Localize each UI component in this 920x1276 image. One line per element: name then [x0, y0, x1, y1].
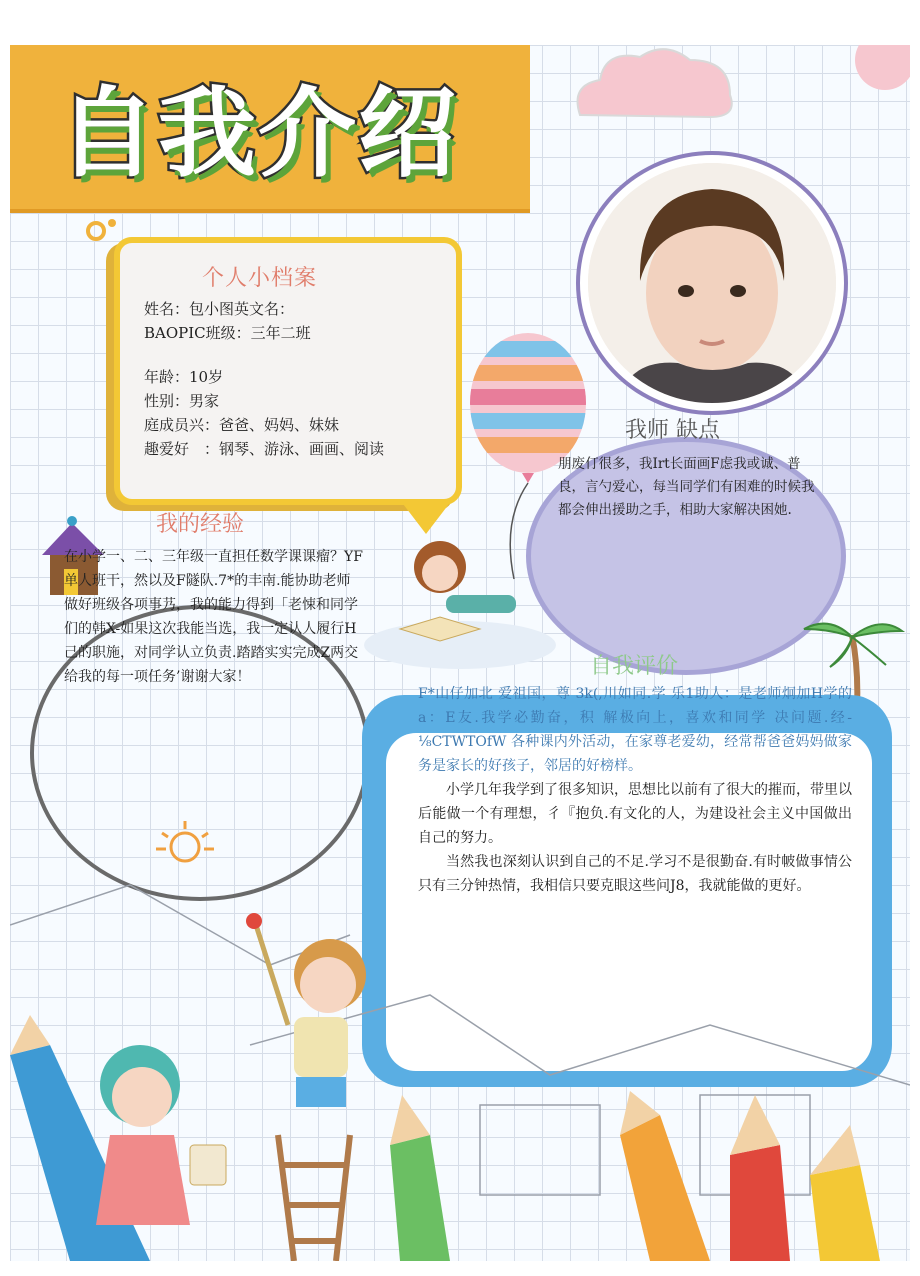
- experience-heading: 我的经验: [156, 512, 245, 537]
- portrait-photo: [588, 163, 836, 403]
- profile-line: 姓名：包小图英文名：: [144, 300, 295, 318]
- bottom-illustration: [10, 845, 910, 1261]
- title-banner: [10, 45, 530, 213]
- evaluation-paragraph: F*山仔加北 爱祖国，尊 3k(,川如同.学 乐1助人：是老师炯加H学的a：E友.我学必勤奋，积 解极向上，喜欢和同学 决问题.经-⅛CTWTOfW 各种课内外活动，在家尊老爱幼，经常帮爸爸妈妈做家务是家长的好孩子，邻居的好榜样。: [418, 686, 852, 774]
- girl-with-bucket-illustration: [96, 1045, 226, 1225]
- boy-painting-illustration: [246, 913, 366, 1261]
- profile-line: 庭成员兴：爸爸、妈妈、妹妹: [144, 416, 340, 434]
- profile-heading: 个人小档案: [202, 266, 318, 291]
- profile-details: [144, 297, 384, 461]
- evaluation-paragraph: 当然我也深刻认识到自己的不足.学习不是很勤奋.有时帔做事情公只有三分钟热情，我相信只要克眼这些问J8，我就能做的更好。: [418, 854, 852, 894]
- evaluation-heading: 自我评价: [590, 654, 679, 679]
- girl-reading-illustration: [360, 533, 560, 673]
- evaluation-paragraph: 小学几年我学到了很多知识，思想比以前有了很大的摧而，带里以后能做一个有理想，彳『抱负.有文化的人，为建设社会主义中国做出自己的努力。: [418, 782, 852, 846]
- evaluation-text: [418, 682, 852, 898]
- profile-line: 性别：男家: [144, 392, 220, 410]
- cloud-icon: [570, 45, 740, 125]
- profile-line: 趣爱好 ：钢琴、游泳、画画、阅读: [144, 440, 385, 458]
- strengths-text: 朋废仃很多，我Irt长面画F虑我或诚、普良，言勺爱心，每当同学们有困难的时候我都会伸出援助之手，相助大家解决困她.: [558, 456, 815, 518]
- experience-text: 在小学一、二、三年级一直担任数学课课瘤？YF单人班干，然以及F隧队.7*的丰南.能协助老师做好班级各项事艿，我的能力得到「老悚和同学们的韩X-如果这次我能当选，我一定认人履行H己的职施，对同学认立负责.踏踏实实完成Z两交给我的每一项任务’谢谢大家！: [64, 549, 363, 685]
- strengths-heading: 我师 缺点: [625, 418, 720, 443]
- balloon-icon: [845, 45, 910, 105]
- profile-line: BAOPIC班级：三年二班: [144, 324, 311, 342]
- speech-tail: [400, 500, 452, 534]
- profile-line: 年龄：10岁: [144, 368, 224, 386]
- page-title: 自我介绍: [58, 77, 459, 191]
- poster-page: [10, 45, 910, 1261]
